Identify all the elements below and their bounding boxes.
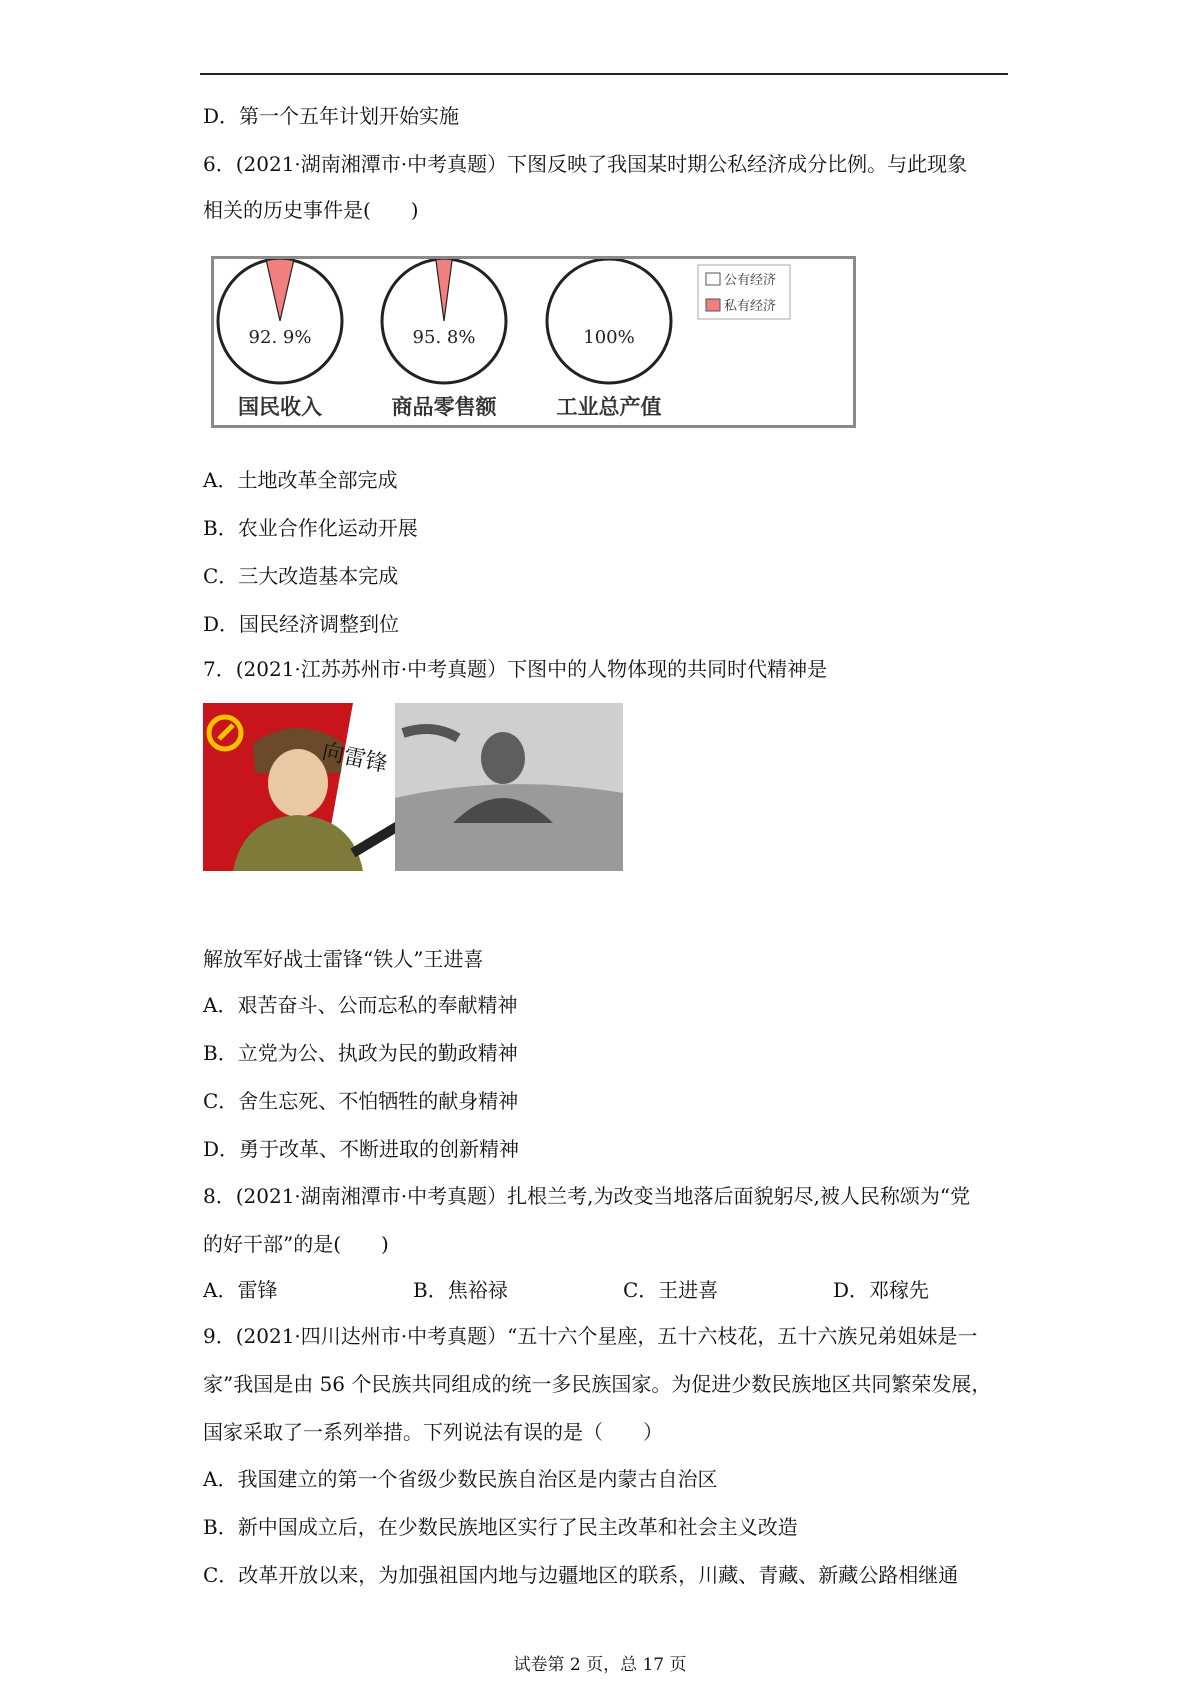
q9-stem-line1: 9．(2021·四川达州市·中考真题）“五十六个星座，五十六枝花，五十六族兄弟姐妹是一 <box>203 1324 978 1348</box>
q9-option-a: A．我国建立的第一个省级少数民族自治区是内蒙古自治区 <box>203 1467 718 1491</box>
pie-3-value-label: 100% <box>583 327 635 348</box>
svg-text:向雷锋: 向雷锋 <box>319 739 390 778</box>
q7-option-a: A．艰苦奋斗、公而忘私的奉献精神 <box>203 993 518 1017</box>
q8-option-a: A．雷锋 <box>203 1278 278 1302</box>
pie-charts <box>214 259 853 425</box>
q6-option-c: C．三大改造基本完成 <box>203 564 399 588</box>
q8-option-b: B．焦裕禄 <box>413 1278 508 1302</box>
q6-option-b: B．农业合作化运动开展 <box>203 516 418 540</box>
legend-label-public: 公有经济 <box>724 273 777 288</box>
pie-3-public-slice <box>547 259 671 383</box>
pie-3-category-label: 工业总产值 <box>556 394 662 419</box>
pie-2-category-label: 商品零售额 <box>391 394 497 419</box>
q9-stem-line2: 家”我国是由 56 个民族共同组成的统一多民族国家。为促进少数民族地区共同繁荣发展， <box>203 1372 992 1396</box>
q7-option-b: B．立党为公、执政为民的勤政精神 <box>203 1041 518 1065</box>
legend-swatch-private <box>706 299 720 311</box>
q8-stem-line2: 的好干部”的是( ) <box>203 1232 389 1256</box>
pie-2-value-label: 95. 8% <box>412 327 476 348</box>
q5-option-d: D．第一个五年计划开始实施 <box>203 104 460 128</box>
legend-swatch-public <box>706 273 720 285</box>
q7-option-d: D．勇于改革、不断进取的创新精神 <box>203 1137 520 1161</box>
q8-option-c: C．王进喜 <box>623 1278 719 1302</box>
legend-label-private: 私有经济 <box>724 299 777 314</box>
q8-stem-line1: 8．(2021·湖南湘潭市·中考真题）扎根兰考,为改变当地落后面貌躬尽,被人民称颂为“党 <box>203 1184 971 1208</box>
pie-1-category-label: 国民收入 <box>238 394 322 419</box>
wang-jinxi-photo-image <box>395 703 623 871</box>
q6-option-d: D．国民经济调整到位 <box>203 612 400 636</box>
q8-options <box>203 1276 1043 1304</box>
q6-option-a: A．土地改革全部完成 <box>203 468 398 492</box>
q8-option-d: D．邓稼先 <box>833 1278 930 1302</box>
q7-image-caption: 解放军好战士雷锋“铁人”王进喜 <box>203 947 484 971</box>
page-footer: 试卷第 2 页，总 17 页 <box>513 1655 687 1675</box>
pie-chart-figure <box>211 256 856 428</box>
q6-stem-line1: 6．(2021·湖南湘潭市·中考真题）下图反映了我国某时期公私经济成分比例。与此现象 <box>203 152 968 176</box>
lei-feng-poster-image <box>203 703 403 871</box>
pie-1-value-label: 92. 9% <box>248 327 312 348</box>
q9-option-b: B．新中国成立后，在少数民族地区实行了民主改革和社会主义改造 <box>203 1515 798 1539</box>
header-rule <box>200 73 1008 75</box>
q9-stem-line3: 国家采取了一系列举措。下列说法有误的是（ ） <box>203 1420 663 1444</box>
q9-option-c: C．改革开放以来，为加强祖国内地与边疆地区的联系，川藏、青藏、新藏公路相继通 <box>203 1563 959 1587</box>
q7-stem: 7．(2021·江苏苏州市·中考真题）下图中的人物体现的共同时代精神是 <box>203 657 828 681</box>
q7-option-c: C．舍生忘死、不怕牺牲的献身精神 <box>203 1089 519 1113</box>
q7-photos <box>203 703 623 871</box>
q6-stem-line2: 相关的历史事件是( ) <box>203 198 419 222</box>
